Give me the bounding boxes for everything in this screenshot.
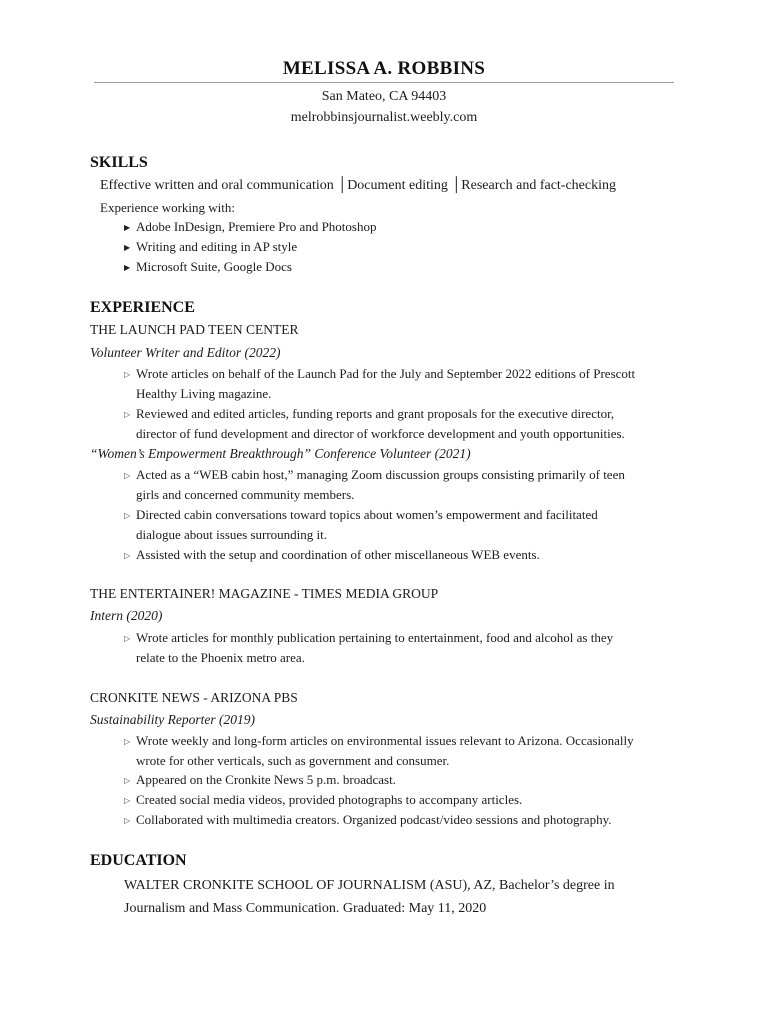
skill-item: Microsoft Suite, Google Docs <box>136 259 292 274</box>
bullet-line: Healthy Living magazine. <box>136 386 272 401</box>
education-heading: EDUCATION <box>90 852 187 869</box>
bullet-line: girls and concerned community members. <box>136 487 355 502</box>
bullet-icon: ▷ <box>124 370 131 379</box>
bullet-icon: ▷ <box>124 796 131 805</box>
bullet-icon: ▷ <box>124 776 131 785</box>
bullet-line: Collaborated with multimedia creators. Organized podcast/video sessions and photography. <box>136 812 612 827</box>
bullet-line: Wrote articles for monthly publication pertaining to entertainment, food and alcohol as they <box>136 630 614 645</box>
bullet-line: director of fund development and director of workforce development and youth opportunities. <box>136 426 625 441</box>
bullet-line: relate to the Phoenix metro area. <box>136 650 305 665</box>
bullet-line: wrote for other verticals, such as government and consumer. <box>136 753 450 768</box>
skills-heading: SKILLS <box>90 154 148 171</box>
bullet-line: Created social media videos, provided photographs to accompany articles. <box>136 792 523 807</box>
role-volunteer-writer: Volunteer Writer and Editor (2022) <box>90 345 281 360</box>
bullet-line: Directed cabin conversations toward topics about women’s empowerment and facilitated <box>136 507 598 522</box>
bullet-icon: ▷ <box>124 551 131 560</box>
skills-summary: Effective written and oral communication │Document editing │Research and fact-checking <box>100 178 616 193</box>
role-conference-volunteer: “Women’s Empowerment Breakthrough” Conference Volunteer (2021) <box>90 446 471 461</box>
skill-item: Writing and editing in AP style <box>136 239 298 254</box>
header-divider <box>94 82 674 83</box>
bullet-line: Wrote weekly and long-form articles on environmental issues relevant to Arizona. Occasionally <box>136 733 634 748</box>
bullet-line: Appeared on the Cronkite News 5 p.m. broadcast. <box>136 772 396 787</box>
bullet-line: Assisted with the setup and coordination of other miscellaneous WEB events. <box>136 547 540 562</box>
contact-location: San Mateo, CA 94403 <box>321 89 447 104</box>
experience-working-with-label: Experience working with: <box>100 200 236 215</box>
org-launch-pad: THE LAUNCH PAD TEEN CENTER <box>90 322 299 337</box>
skill-item: Adobe InDesign, Premiere Pro and Photoshop <box>136 219 377 234</box>
role-intern: Intern (2020) <box>90 608 163 623</box>
education-line: Journalism and Mass Communication. Graduated: May 11, 2020 <box>124 901 487 916</box>
bullet-icon: ▷ <box>124 471 131 480</box>
bullet-icon: ▷ <box>124 816 131 825</box>
bullet-line: Wrote articles on behalf of the Launch Pad for the July and September 2022 editions of Prescott <box>136 366 636 381</box>
org-cronkite-news: CRONKITE NEWS - ARIZONA PBS <box>90 690 298 705</box>
org-entertainer: THE ENTERTAINER! MAGAZINE - TIMES MEDIA GROUP <box>90 586 439 601</box>
role-sustainability-reporter: Sustainability Reporter (2019) <box>90 712 255 727</box>
experience-heading: EXPERIENCE <box>90 299 195 316</box>
bullet-line: dialogue about issues surrounding it. <box>136 527 328 542</box>
bullet-icon: ▶ <box>124 243 131 252</box>
bullet-icon: ▷ <box>124 737 131 746</box>
contact-website: melrobbinsjournalist.weebly.com <box>290 110 478 125</box>
bullet-icon: ▷ <box>124 511 131 520</box>
bullet-icon: ▷ <box>124 634 131 643</box>
candidate-name: MELISSA A. ROBBINS <box>282 58 486 79</box>
bullet-icon: ▶ <box>124 223 131 232</box>
bullet-line: Reviewed and edited articles, funding reports and grant proposals for the executive director, <box>136 406 615 421</box>
education-line: WALTER CRONKITE SCHOOL OF JOURNALISM (ASU), AZ, Bachelor’s degree in <box>124 878 615 893</box>
bullet-line: Acted as a “WEB cabin host,” managing Zoom discussion groups consisting primarily of teen <box>136 467 625 482</box>
bullet-icon: ▶ <box>124 263 131 272</box>
bullet-icon: ▷ <box>124 410 131 419</box>
